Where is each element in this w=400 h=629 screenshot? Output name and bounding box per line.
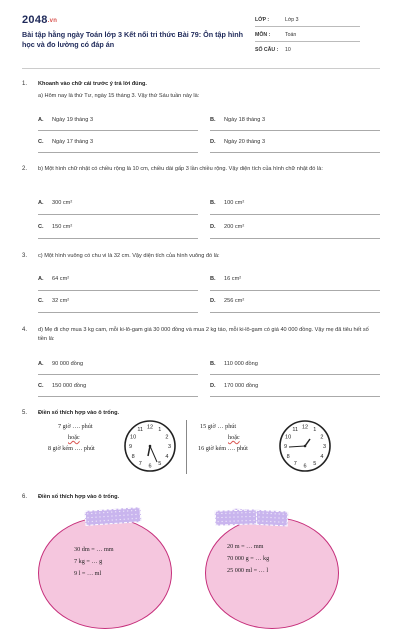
option-underline xyxy=(38,396,198,397)
option-letter: A. xyxy=(38,117,44,123)
note-blob-right xyxy=(205,517,339,629)
or-label: hoặc xyxy=(228,434,240,441)
meta-class xyxy=(255,17,365,29)
tape-decoration xyxy=(215,509,257,525)
option-underline xyxy=(38,312,198,313)
time-fill-line[interactable]: 7 giờ …. phút xyxy=(58,423,93,430)
heading-text: Điền số thích hợp vào ô trống. xyxy=(38,410,120,416)
time-fill-line[interactable]: 8 giờ kém …. phút xyxy=(48,445,95,452)
option-underline xyxy=(210,396,380,397)
question-number: 2. xyxy=(22,166,28,172)
question-2-text: b) Một hình chữ nhật có chiều rộng là 10 cm, chiều dài gấp 3 lần chiều rộng. Vậy diện tích của hình chữ nhật đó là: xyxy=(38,166,323,172)
option-letter: D. xyxy=(210,298,216,304)
conversion-fill-line[interactable]: 70 000 g = … kg xyxy=(227,555,270,562)
option-letter: C. xyxy=(38,224,44,230)
question-number: 4. xyxy=(22,327,28,333)
option-d[interactable] xyxy=(210,224,244,230)
clock-numeral: 2 xyxy=(320,434,324,441)
option-text: 200 cm² xyxy=(224,224,245,230)
clock-numeral: 5 xyxy=(313,460,317,467)
clock-center xyxy=(149,445,152,448)
option-letter: A. xyxy=(38,276,44,282)
conversion-fill-line[interactable]: 25 000 ml = … l xyxy=(227,567,269,574)
option-text: 64 cm² xyxy=(52,276,70,282)
option-a[interactable] xyxy=(38,276,69,282)
option-text: 170 000 đồng xyxy=(224,383,259,389)
page-title: Bài tập hằng ngày Toán lớp 3 Kết nối tri thức Bài 79: Ôn tập hình học và đo lường có đáp án xyxy=(22,30,244,49)
option-text: 100 cm² xyxy=(224,200,245,206)
option-underline xyxy=(38,238,198,239)
question-3-text: c) Một hình vuông có chu vi là 32 cm. Vậy diện tích của hình vuông đó là: xyxy=(38,253,220,259)
option-letter: C. xyxy=(38,383,44,389)
meta-subject xyxy=(255,32,365,44)
question-6-heading xyxy=(38,493,378,502)
clock-numeral: 3 xyxy=(167,444,172,450)
clock-numeral: 12 xyxy=(301,424,309,431)
option-underline xyxy=(210,214,380,215)
clock-numeral: 10 xyxy=(130,434,137,441)
option-underline xyxy=(38,152,198,153)
heading-text: Điền số thích hợp vào ô trống. xyxy=(38,494,120,500)
heading-text: Khoanh vào chữ cái trước ý trả lời đúng. xyxy=(38,81,147,87)
clock-numeral: 11 xyxy=(137,427,144,434)
clock-numeral: 8 xyxy=(131,453,135,460)
clock-numeral: 8 xyxy=(286,453,290,460)
question-number: 5. xyxy=(22,410,28,416)
option-text: 256 cm² xyxy=(224,298,245,304)
option-underline xyxy=(210,290,380,291)
count-value: 10 xyxy=(285,47,291,53)
option-letter: B. xyxy=(210,117,216,123)
clock-right xyxy=(275,418,335,474)
question-number: 1. xyxy=(22,81,28,87)
note-blob-left xyxy=(38,517,172,629)
option-text: Ngày 18 tháng 3 xyxy=(224,117,266,123)
option-a[interactable] xyxy=(38,117,93,123)
option-a[interactable] xyxy=(38,361,83,367)
option-letter: D. xyxy=(210,383,216,389)
option-underline xyxy=(38,130,198,131)
option-text: Ngày 19 tháng 3 xyxy=(52,117,94,123)
clock-numeral: 2 xyxy=(165,434,169,441)
count-label: SỐ CÂU : xyxy=(255,47,279,53)
clock-numeral: 1 xyxy=(158,427,162,434)
class-value: Lớp 3 xyxy=(285,17,299,23)
option-letter: A. xyxy=(38,361,44,367)
logo-text: 2048 xyxy=(22,14,48,26)
option-d[interactable] xyxy=(210,139,265,145)
option-b[interactable] xyxy=(210,200,244,206)
question-1-text: a) Hôm nay là thứ Tư, ngày 15 tháng 3. Vậy thứ Sáu tuần này là: xyxy=(38,93,200,99)
clock-numeral: 12 xyxy=(146,424,154,431)
option-d[interactable] xyxy=(210,383,258,389)
option-text: Ngày 17 tháng 3 xyxy=(52,139,94,145)
clock-numeral: 6 xyxy=(148,463,152,470)
subject-value: Toán xyxy=(285,32,297,38)
option-underline xyxy=(38,214,198,215)
clock-numeral: 10 xyxy=(285,434,292,441)
clock-numeral: 3 xyxy=(322,444,327,450)
clock-numeral: 5 xyxy=(158,460,162,467)
clock-numeral: 4 xyxy=(165,453,169,460)
option-c[interactable] xyxy=(38,139,93,145)
option-c[interactable] xyxy=(38,298,69,304)
clock-numeral: 6 xyxy=(303,463,307,470)
conversion-fill-line[interactable]: 7 kg = … g xyxy=(74,558,103,565)
option-a[interactable] xyxy=(38,200,72,206)
option-c[interactable] xyxy=(38,224,72,230)
clock-numeral: 9 xyxy=(283,444,288,450)
clock-numeral: 9 xyxy=(128,444,133,450)
question-4-text: d) Mẹ đi chợ mua 3 kg cam, mỗi ki-lô-gam giá 30 000 đồng và mua 2 kg táo, mỗi ki-lô-gam có giá 40 000 đồng. Vậy mẹ đã tiêu hết số tiền là: xyxy=(38,327,369,342)
option-text: 110 000 đồng xyxy=(224,361,258,367)
option-letter: D. xyxy=(210,224,216,230)
conversion-fill-line[interactable]: 20 m = … mm xyxy=(227,543,264,550)
option-text: 150 cm² xyxy=(52,224,73,230)
clock-center xyxy=(304,445,307,448)
logo-suffix: .vn xyxy=(47,18,58,24)
clock-numeral: 4 xyxy=(320,453,324,460)
option-c[interactable] xyxy=(38,383,86,389)
time-fill-line[interactable]: 15 giờ … phút xyxy=(200,423,237,430)
option-text: 300 cm² xyxy=(52,200,73,206)
option-letter: C. xyxy=(38,139,44,145)
option-b[interactable] xyxy=(210,361,258,367)
option-b[interactable] xyxy=(210,276,241,282)
question-number: 6. xyxy=(22,494,28,500)
option-text: 32 cm² xyxy=(52,298,70,304)
header-divider xyxy=(22,68,380,69)
question-1-heading xyxy=(38,80,378,89)
option-underline xyxy=(38,374,198,375)
option-d[interactable] xyxy=(210,298,244,304)
option-text: Ngày 20 tháng 3 xyxy=(224,139,266,145)
option-letter: B. xyxy=(210,276,216,282)
option-underline xyxy=(210,130,380,131)
subject-label: MÔN : xyxy=(255,32,271,38)
option-letter: A. xyxy=(38,200,44,206)
option-underline xyxy=(210,374,380,375)
option-text: 16 cm² xyxy=(224,276,242,282)
option-letter: B. xyxy=(210,361,216,367)
or-label: hoặc xyxy=(68,434,80,441)
option-letter: D. xyxy=(210,139,216,145)
option-letter: C. xyxy=(38,298,44,304)
divider xyxy=(186,420,187,474)
option-underline xyxy=(210,152,380,153)
option-text: 90 000 đồng xyxy=(52,361,84,367)
clock-numeral: 11 xyxy=(292,427,299,434)
site-logo[interactable] xyxy=(22,14,57,26)
conversion-fill-line[interactable]: 30 dm = … mm xyxy=(74,546,114,553)
clock-numeral: 1 xyxy=(313,427,317,434)
divider xyxy=(255,41,360,42)
question-number: 3. xyxy=(22,253,28,259)
option-letter: B. xyxy=(210,200,216,206)
time-fill-line[interactable]: 16 giờ kém …. phút xyxy=(198,445,248,452)
option-b[interactable] xyxy=(210,117,265,123)
conversion-fill-line[interactable]: 9 l = … ml xyxy=(74,570,102,577)
clock-left xyxy=(120,418,180,474)
option-underline xyxy=(38,290,198,291)
question-5-heading xyxy=(38,409,378,418)
divider xyxy=(255,26,360,27)
option-underline xyxy=(210,312,380,313)
option-underline xyxy=(210,238,380,239)
clock-numeral: 7 xyxy=(293,460,297,467)
option-text: 150 000 đồng xyxy=(52,383,87,389)
clock-numeral: 7 xyxy=(138,460,142,467)
class-label: LỚP : xyxy=(255,17,270,23)
meta-count xyxy=(255,47,365,59)
